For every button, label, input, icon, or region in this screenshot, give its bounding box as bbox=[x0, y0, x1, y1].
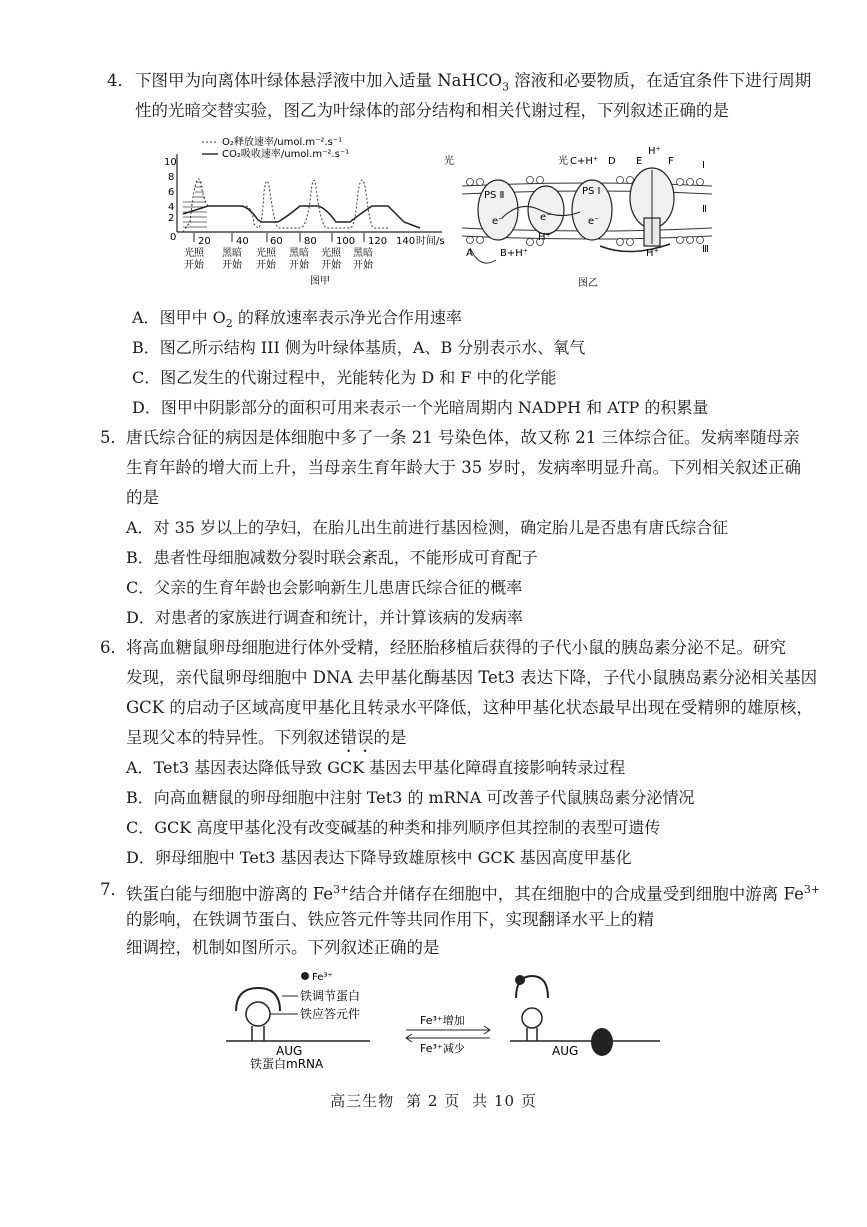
reg-protein-label: 铁调节蛋白 bbox=[300, 989, 361, 1003]
q5-option-c-text: 父亲的生育年龄也会影响新生儿患唐氏综合征的概率 bbox=[154, 578, 523, 597]
resp-element-label: 铁应答元件 bbox=[300, 1007, 361, 1021]
q6-option-d-text: 卵母细胞中 Tet3 基因表达下降导致雄原核中 GCK 基因高度甲基化 bbox=[154, 848, 632, 867]
y-tick-10: 10 bbox=[164, 157, 177, 168]
q5-number: 5． bbox=[100, 428, 127, 447]
y-tick-4: 4 bbox=[168, 202, 175, 213]
region-3-label: Ⅲ bbox=[702, 244, 709, 255]
electron-label-2: e⁻ bbox=[540, 212, 552, 223]
region-1-label: Ⅰ bbox=[702, 160, 705, 171]
q4-option-b-label: B． bbox=[132, 338, 160, 357]
q6-stem-line2: 发现，亲代鼠卵母细胞中 DNA 去甲基化酶基因 Tet3 表达下降，子代小鼠胰岛素分泌相关基因 bbox=[126, 668, 818, 687]
y-tick-8: 8 bbox=[168, 172, 175, 183]
q7-stem-line2: 的影响，在铁调节蛋白、铁应答元件等共同作用下，实现翻译水平上的精 bbox=[126, 910, 654, 929]
footer-subject: 高三生物 bbox=[330, 1092, 395, 1110]
iron-response-element-loop-left bbox=[246, 1002, 270, 1026]
ribosome bbox=[591, 1028, 613, 1056]
q7-stem-line1-b: 结合并储存在细胞中，其在细胞中的合成量受到细胞中游离 Fe bbox=[349, 884, 804, 904]
x-tick-100: 100 bbox=[336, 236, 356, 247]
cytochrome-complex bbox=[528, 186, 564, 234]
stem-right bbox=[527, 1028, 537, 1041]
ps2-label: PS Ⅱ bbox=[484, 190, 505, 201]
footer-page: 第 2 页 bbox=[406, 1092, 461, 1110]
q6-stem-line4-b: 的是 bbox=[373, 728, 407, 747]
bound-fe-dot bbox=[515, 975, 525, 985]
fe-legend-text: Fe³⁺ bbox=[312, 972, 333, 983]
phase-3-bot: 开始 bbox=[256, 260, 276, 271]
q5-stem-line2: 生育年龄的增大而上升，当母亲生育年龄大于 35 岁时，发病率明显升高。下列相关叙述正确 bbox=[126, 458, 801, 477]
q5-option-d-label: D． bbox=[126, 608, 155, 627]
b-h-label: B+H⁺ bbox=[500, 248, 529, 259]
fe-decrease-label: Fe³⁺减少 bbox=[420, 1042, 465, 1055]
q6-option-c-label: C． bbox=[126, 818, 155, 837]
q6-option-b[interactable] bbox=[126, 787, 694, 809]
electron-label-3: e⁻ bbox=[588, 216, 600, 227]
q6-emphasis-wrong: 错误 bbox=[340, 728, 374, 747]
q5-option-b-text: 患者性母细胞减数分裂时联会紊乱，不能形成可育配子 bbox=[153, 548, 538, 567]
q5-option-a-label: A． bbox=[126, 518, 154, 537]
h-bottom-label: H⁺ bbox=[646, 248, 659, 259]
f-label: F bbox=[668, 156, 674, 167]
q4-option-d-text: 图甲中阴影部分的面积可用来表示一个光暗周期内 NADPH 和 ATP 的积累量 bbox=[160, 398, 709, 417]
phase-4-top: 黑暗 bbox=[289, 248, 309, 259]
legend-o2-text: O₂释放速率/umol.m⁻².s⁻¹ bbox=[222, 137, 343, 148]
q6-stem-line4 bbox=[126, 727, 407, 756]
q6-option-d[interactable] bbox=[126, 847, 632, 869]
a-label: A bbox=[466, 248, 473, 259]
aug-left-label: AUG bbox=[276, 1044, 303, 1058]
mrna-label: 铁蛋白mRNA bbox=[250, 1057, 324, 1071]
phase-1-bot: 开始 bbox=[184, 260, 204, 271]
q5-stem-line3: 的是 bbox=[126, 488, 159, 507]
q7-number: 7． bbox=[100, 880, 127, 899]
c-h-label: C+H⁺ bbox=[570, 156, 599, 167]
ps1-label: PS Ⅰ bbox=[582, 186, 601, 197]
q6-stem-line3: GCK 的启动子区域高度甲基化且转录水平降低，这种甲基化状态最早出现在受精卵的雄原核， bbox=[126, 698, 813, 717]
x-tick-120: 120 bbox=[368, 236, 388, 247]
iron-response-element-loop-right bbox=[522, 1008, 542, 1028]
x-tick-140: 140 bbox=[396, 236, 416, 247]
q4-option-c[interactable] bbox=[132, 367, 557, 389]
q4-option-d[interactable] bbox=[132, 397, 708, 419]
page-footer bbox=[0, 1090, 867, 1111]
q4-option-b[interactable] bbox=[132, 337, 585, 359]
q4-option-d-label: D． bbox=[132, 398, 161, 417]
q4-stem-line1-b: 溶液和必要物质，在适宜条件下进行周期 bbox=[509, 71, 812, 90]
q5-option-c[interactable] bbox=[126, 577, 522, 599]
x-tick-80: 80 bbox=[304, 236, 317, 247]
q5-option-d-text: 对患者的家族进行调查和统计，并计算该病的发病率 bbox=[154, 608, 523, 627]
y-tick-6: 6 bbox=[168, 187, 175, 198]
phase-6-bot: 开始 bbox=[353, 260, 373, 271]
q5-option-d[interactable] bbox=[126, 607, 523, 629]
q4-stem-sub: 3 bbox=[502, 80, 510, 94]
h-mid-label: H⁺ bbox=[538, 232, 551, 243]
q4-stem-line2: 性的光暗交替实验，图乙为叶绿体的部分结构和相关代谢过程，下列叙述正确的是 bbox=[135, 101, 729, 120]
q4-option-a-text-a: 图甲中 O bbox=[159, 308, 226, 327]
q7-sup-1: 3+ bbox=[333, 883, 350, 896]
q6-option-d-label: D． bbox=[126, 848, 155, 867]
q6-stem-line4-a: 呈现父本的特异性。下列叙述 bbox=[126, 728, 341, 747]
aug-right-label: AUG bbox=[552, 1044, 579, 1058]
q5-option-b[interactable] bbox=[126, 547, 538, 569]
q4-stem-line1 bbox=[135, 70, 811, 98]
light-label-1: 光 bbox=[444, 156, 454, 167]
figure-jia-chart bbox=[150, 132, 450, 290]
q5-option-a-text: 对 35 岁以上的孕妇，在胎儿出生前进行基因检测，确定胎儿是否患有唐氏综合征 bbox=[153, 518, 729, 537]
region-2-label: Ⅱ bbox=[702, 204, 707, 215]
h-top-label: H⁺ bbox=[648, 146, 661, 157]
figure-yi-diagram bbox=[440, 140, 730, 290]
phase-1-top: 光照 bbox=[184, 248, 204, 259]
y-tick-0: 0 bbox=[170, 232, 177, 243]
q5-option-b-label: B． bbox=[126, 548, 154, 567]
q6-option-b-text: 向高血糖鼠的卵母细胞中注射 Tet3 的 mRNA 可改善子代鼠胰岛素分泌情况 bbox=[153, 788, 695, 807]
light-label-2: 光 bbox=[558, 156, 568, 167]
q4-option-c-text: 图乙发生的代谢过程中，光能转化为 D 和 F 中的化学能 bbox=[160, 368, 557, 387]
x-tick-40: 40 bbox=[236, 236, 249, 247]
q6-option-c[interactable] bbox=[126, 817, 660, 839]
q4-option-a-label: A． bbox=[132, 308, 160, 327]
x-ticks bbox=[198, 234, 445, 247]
phase-6-top: 黑暗 bbox=[353, 248, 373, 259]
x-unit: 时间/s bbox=[416, 236, 445, 247]
q6-stem-line1: 将高血糖鼠卵母细胞进行体外受精，经胚胎移植后获得的子代小鼠的胰岛素分泌不足。研究 bbox=[126, 638, 786, 657]
water-split-arrow bbox=[470, 248, 496, 263]
figure-jia-caption: 图甲 bbox=[310, 276, 330, 287]
fe-increase-label: Fe³⁺增加 bbox=[420, 1014, 465, 1027]
q6-option-b-label: B． bbox=[126, 788, 154, 807]
phase-2-bot: 开始 bbox=[222, 260, 242, 271]
phase-5-top: 光照 bbox=[321, 248, 341, 259]
stem-left bbox=[252, 1026, 264, 1041]
x-tick-60: 60 bbox=[270, 236, 283, 247]
q7-stem-line3: 细调控，机制如图所示。下列叙述正确的是 bbox=[126, 938, 440, 957]
q6-number: 6． bbox=[100, 638, 127, 657]
q6-option-a[interactable] bbox=[126, 757, 625, 779]
phase-labels bbox=[184, 246, 374, 271]
q6-option-a-text: Tet3 基因表达降低导致 GCK 基因去甲基化障碍直接影响转录过程 bbox=[153, 758, 626, 777]
x-tick-20: 20 bbox=[198, 236, 211, 247]
footer-total: 共 10 页 bbox=[472, 1092, 537, 1110]
phase-3-top: 光照 bbox=[256, 248, 276, 259]
co2-curve bbox=[183, 206, 420, 228]
q4-option-a-sub: 2 bbox=[225, 317, 233, 331]
q5-option-a[interactable] bbox=[126, 517, 728, 539]
phase-4-bot: 开始 bbox=[289, 260, 309, 271]
y-tick-2: 2 bbox=[168, 213, 175, 224]
legend-co2-text: CO₂吸收速率/umol.m⁻².s⁻¹ bbox=[222, 149, 350, 160]
q4-option-a[interactable] bbox=[132, 307, 462, 335]
figure-yi-caption: 图乙 bbox=[578, 278, 598, 289]
fe-legend-dot bbox=[301, 972, 309, 980]
q4-option-b-text: 图乙所示结构 III 侧为叶绿体基质，A、B 分别表示水、氧气 bbox=[159, 338, 586, 357]
q4-stem-line1-a: 下图甲为向离体叶绿体悬浮液中加入适量 NaHCO bbox=[135, 71, 503, 90]
q4-number: 4． bbox=[107, 71, 134, 90]
q5-stem-line1: 唐氏综合征的病因是体细胞中多了一条 21 号染色体，故又称 21 三体综合征。发病率随母亲 bbox=[126, 428, 800, 447]
q5-option-c-label: C． bbox=[126, 578, 155, 597]
q7-stem-line1 bbox=[126, 879, 820, 906]
electron-label-1: e⁻ bbox=[492, 216, 504, 227]
q6-option-a-label: A． bbox=[126, 758, 154, 777]
q7-figure bbox=[220, 966, 670, 1076]
q7-stem-line1-a: 铁蛋白能与细胞中游离的 Fe bbox=[126, 884, 334, 904]
q6-option-c-text: GCK 高度甲基化没有改变碱基的种类和排列顺序但其控制的表型可遗传 bbox=[154, 818, 661, 837]
e-label: E bbox=[636, 156, 643, 167]
phase-2-top: 黑暗 bbox=[222, 248, 242, 259]
q4-option-c-label: C． bbox=[132, 368, 161, 387]
q7-sup-2: 3+ bbox=[803, 883, 821, 896]
d-label: D bbox=[608, 156, 616, 167]
q4-option-a-text-b: 的释放速率表示净光合作用速率 bbox=[232, 308, 462, 327]
phase-5-bot: 开始 bbox=[321, 260, 341, 271]
